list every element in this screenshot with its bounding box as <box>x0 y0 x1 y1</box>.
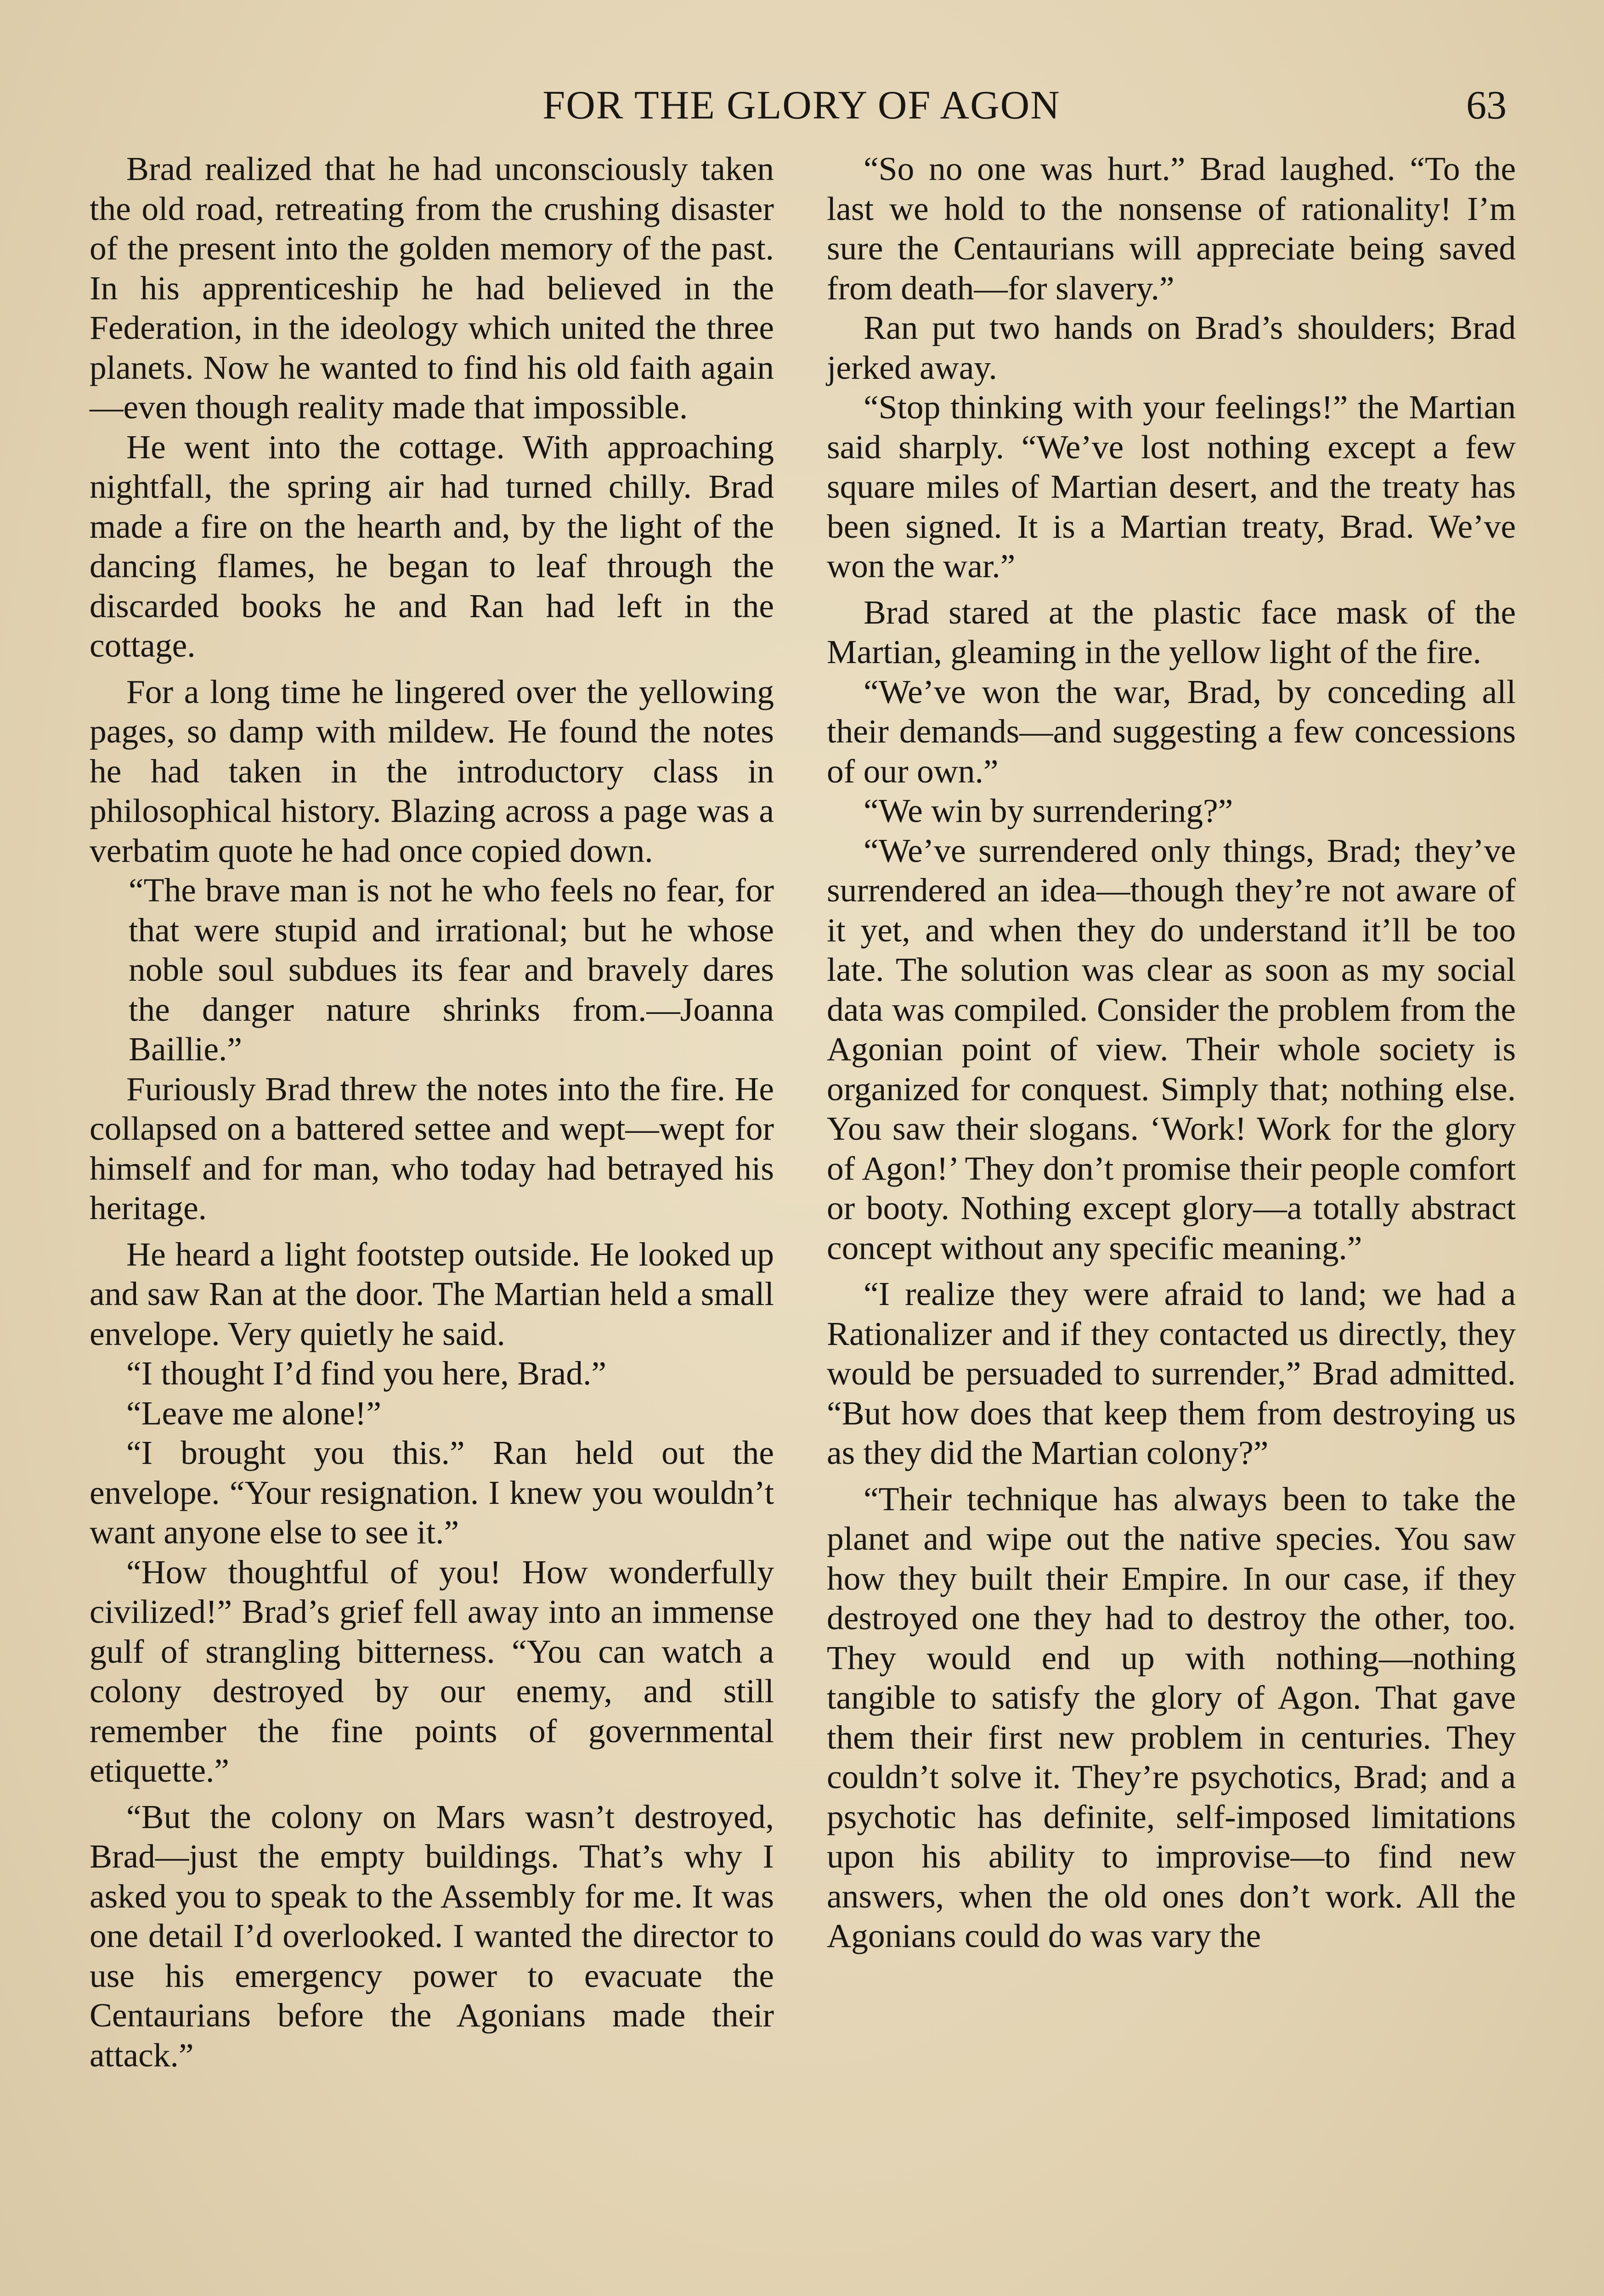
right-column <box>827 149 1516 1956</box>
paragraph: Ran put two hands on Brad’s shoulders; Brad jerked away. <box>827 309 1516 386</box>
paragraph: For a long time he lingered over the yellowing pages, so damp with mildew. He found the notes he had taken in the introductory class in philosophical history. Blazing across a page was a verbatim quote he had once copied down. <box>90 673 774 869</box>
page-number: 63 <box>1466 83 1507 128</box>
paragraph: He went into the cottage. With approaching nightfall, the spring air had turned chilly. Brad made a fire on the hearth and, by the light of the dancing flames, he began to leaf through the discarded books he and Ran had left in the cottage. <box>90 428 774 664</box>
paragraph: “So no one was hurt.” Brad laughed. “To the last we hold to the nonsense of rationality! I’m sure the Centaurians will appreciate being saved from death—for slavery.” <box>827 150 1516 307</box>
paragraph: “Leave me alone!” <box>126 1394 381 1432</box>
paragraph: Brad realized that he had unconsciously taken the old road, retreating from the crushing disaster of the present into the golden memory of the past. In his apprenticeship he had believed in the Federation, in the ideology which united the three planets. Now he wanted to find his old faith again—even though reality made that impossible. <box>90 150 774 426</box>
paragraph: “We’ve surrendered only things, Brad; they’ve surrendered an idea—though they’re not aware of it yet, and when they do understand it’ll be too late. The solution was clear as soon as my social data was compiled. Consider the problem from the Agonian point of view. Their whole society is organized for conquest. Simply that; nothing else. You saw their slogans. ‘Work! Work for the glory of Agon!’ They don’t promise their people comfort or booty. Nothing except glory—a totally abstract concept without any specific meaning.” <box>827 832 1516 1266</box>
running-title: FOR THE GLORY OF AGON <box>542 83 1061 128</box>
paragraph: Brad stared at the plastic face mask of the Martian, gleaming in the yellow light of the fire. <box>827 593 1516 670</box>
paragraph: “We win by surrendering?” <box>864 792 1233 829</box>
paragraph: “I thought I’d find you here, Brad.” <box>126 1355 607 1392</box>
page-header <box>87 78 1516 133</box>
block-quote: “The brave man is not he who feels no fear, for that were stupid and irrational; but he whose noble soul subdues its fear and bravely dares the danger nature shrinks from.—Joanna Baillie.” <box>129 872 774 1068</box>
paragraph: “We’ve won the war, Brad, by conceding all their demands—and suggesting a few concessions of our own.” <box>827 673 1516 790</box>
left-column <box>90 149 774 2075</box>
paragraph: “But the colony on Mars wasn’t destroyed, Brad—just the empty buildings. That’s why I asked you to speak to the Assembly for me. It was one detail I’d overlooked. I wanted the director to use his emergency power to evacuate the Centaurians before the Agonians made their attack.” <box>90 1798 774 2074</box>
paragraph: “I brought you this.” Ran held out the envelope. “Your resignation. I knew you wouldn’t want anyone else to see it.” <box>90 1434 774 1551</box>
paragraph: “Their technique has always been to take the planet and wipe out the native species. You saw how they built their Empire. In our case, if they destroyed one they had to destroy the other, too. They would end up with nothing—nothing tangible to satisfy the glory of Agon. That gave them their first new problem in centuries. They couldn’t solve it. They’re psychotics, Brad; and a psychotic has definite, self-imposed limitations upon his ability to improvise—to find new answers, when the old ones don’t work. All the Agonians could do was vary the <box>827 1480 1516 1954</box>
paragraph: “I realize they were afraid to land; we had a Rationalizer and if they contacted us directly, they would be persuaded to surrender,” Brad admitted. “But how does that keep them from destroying us as they did the Martian colony?” <box>827 1275 1516 1471</box>
paragraph: Furiously Brad threw the notes into the fire. He collapsed on a battered settee and wept—wept for himself and for man, who today had betrayed his heritage. <box>90 1070 774 1227</box>
paragraph: “How thoughtful of you! How wonderfully civilized!” Brad’s grief fell away into an immense gulf of strangling bitterness. “You can watch a colony destroyed by our enemy, and still remember the fine points of governmental etiquette.” <box>90 1553 774 1789</box>
paragraph: “Stop thinking with your feelings!” the Martian said sharply. “We’ve lost nothing except a few square miles of Martian desert, and the treaty has been signed. It is a Martian treaty, Brad. We’ve won the war.” <box>827 388 1516 585</box>
paragraph: He heard a light footstep outside. He looked up and saw Ran at the door. The Martian held a small envelope. Very quietly he said. <box>90 1235 774 1352</box>
